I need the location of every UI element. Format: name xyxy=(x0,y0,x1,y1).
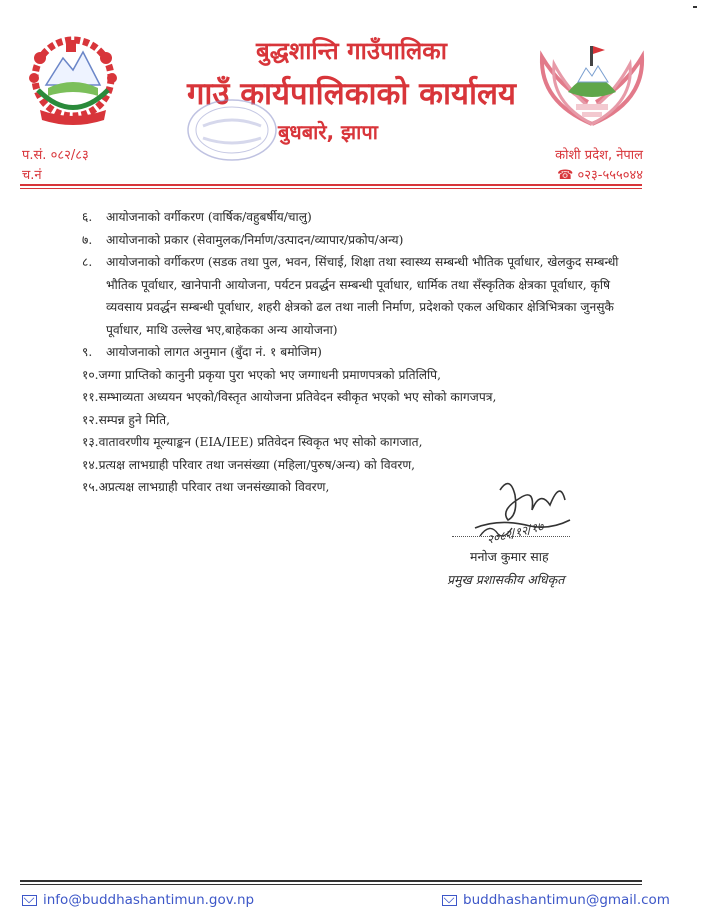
item-number: १४. xyxy=(82,457,99,472)
list-item xyxy=(82,409,647,432)
list-item xyxy=(82,364,647,387)
email-official[interactable]: info@buddhashantimun.gov.np xyxy=(43,892,255,908)
item-text: प्रत्यक्ष लाभग्राही परिवार तथा जनसंख्या (महिला/पुरुष/अन्य) को विवरण, xyxy=(98,457,416,472)
header-divider-thin xyxy=(20,188,642,189)
item-number: ७. xyxy=(82,232,93,247)
item-number: १२. xyxy=(82,412,99,427)
office-location: बुधबारे, झापा xyxy=(278,120,378,144)
item-number: ८. xyxy=(82,255,93,269)
signature-date: २०८२/१२/१७ xyxy=(485,519,545,547)
dispatch-number: च.नं xyxy=(22,168,42,183)
envelope-icon xyxy=(442,895,457,906)
item-number: १०. xyxy=(82,367,99,382)
item-number: १३. xyxy=(82,435,99,449)
item-number: ९. xyxy=(82,345,93,359)
item-number: १५. xyxy=(82,480,99,494)
item-text: सम्पन्न हुने मिति, xyxy=(98,412,170,427)
signature-line xyxy=(452,536,570,537)
item-text: आयोजनाको लागत अनुमान (बुँदा नं. १ बमोजिम) xyxy=(106,345,322,359)
envelope-icon xyxy=(22,895,37,906)
item-text: वातावरणीय मूल्याङ्कन (EIA/IEE) प्रतिवेदन स्विकृत भए सोको कागजात, xyxy=(98,435,423,449)
municipality-name: बुद्धशान्ति गाउँपालिका xyxy=(256,37,447,65)
list-item xyxy=(82,206,647,229)
list-item xyxy=(82,431,647,454)
office-name: गाउँ कार्यपालिकाको कार्यालय xyxy=(186,76,517,112)
phone-number: ०२३-५५५०४४ xyxy=(577,168,643,183)
list-item xyxy=(82,251,647,341)
email-gmail[interactable]: buddhashantimun@gmail.com xyxy=(463,892,670,908)
item-number: ११. xyxy=(82,390,99,404)
list-item xyxy=(82,229,647,252)
header-divider xyxy=(20,184,642,186)
letter-number: प.सं. ०८२/८३ xyxy=(22,148,89,163)
item-text: अप्रत्यक्ष लाभग्राही परिवार तथा जनसंख्याको विवरण, xyxy=(98,480,330,494)
footer-divider xyxy=(20,880,642,882)
office-stamp xyxy=(185,96,280,164)
list-item xyxy=(82,341,647,364)
requirements-list xyxy=(82,206,647,499)
item-text: जग्गा प्राप्तिको कानुनी प्रकृया पुरा भएको भए जग्गाधनी प्रमाणपत्रको प्रतिलिपि, xyxy=(98,367,441,382)
phone-line xyxy=(557,165,643,183)
item-text: आयोजनाको प्रकार (सेवामुलक/निर्माण/उत्पादन/व्यापार/प्रकोप/अन्य) xyxy=(106,232,404,247)
signatory-title: प्रमुख प्रशासकीय अधिकृत xyxy=(447,572,565,587)
item-text: आयोजनाको वर्गीकरण (वार्षिक/वहुबर्षीय/चालु) xyxy=(106,210,312,224)
item-text: आयोजनाको वर्गीकरण (सडक तथा पुल, भवन, सिंचाई, शिक्षा तथा स्वास्थ्य सम्बन्धी भौतिक पूर्वाधार, खेलकुद सम्बन्धी भौतिक पूर्वाधार, खानेपानी आयोजना, पर्यटन प्रवर्द्धन सम्बन्धी पूर्वाधार, धार्मिक तथा सँस्कृतिक क्षेत्रका पूर्वाधार, कृषि व्यवसाय प्रवर्द्धन सम्बन्धी पूर्वाधार, शहरी क्षेत्रको ढल तथा नाली निर्माण, प्रदेशको एकल अधिकार क्षेत्रिभित्रका जुनसुकै पूर्वाधार, माथि उल्लेख भए,बाहेकका अन्य आयोजना) xyxy=(106,255,619,337)
scan-mark xyxy=(693,6,697,8)
list-item xyxy=(82,386,647,409)
footer-email-right[interactable] xyxy=(442,892,670,908)
item-number: ६. xyxy=(82,210,93,224)
signatory-name: मनोज कुमार साह xyxy=(470,549,549,564)
footer xyxy=(0,885,703,910)
province-label: कोशी प्रदेश, नेपाल xyxy=(555,148,643,163)
footer-email-left[interactable] xyxy=(22,892,254,908)
phone-icon: ☎ xyxy=(557,168,578,183)
item-text: सम्भाव्यता अध्ययन भएको/विस्तृत आयोजना प्रतिवेदन स्वीकृत भएको भए सोको कागजपत्र, xyxy=(98,390,497,404)
